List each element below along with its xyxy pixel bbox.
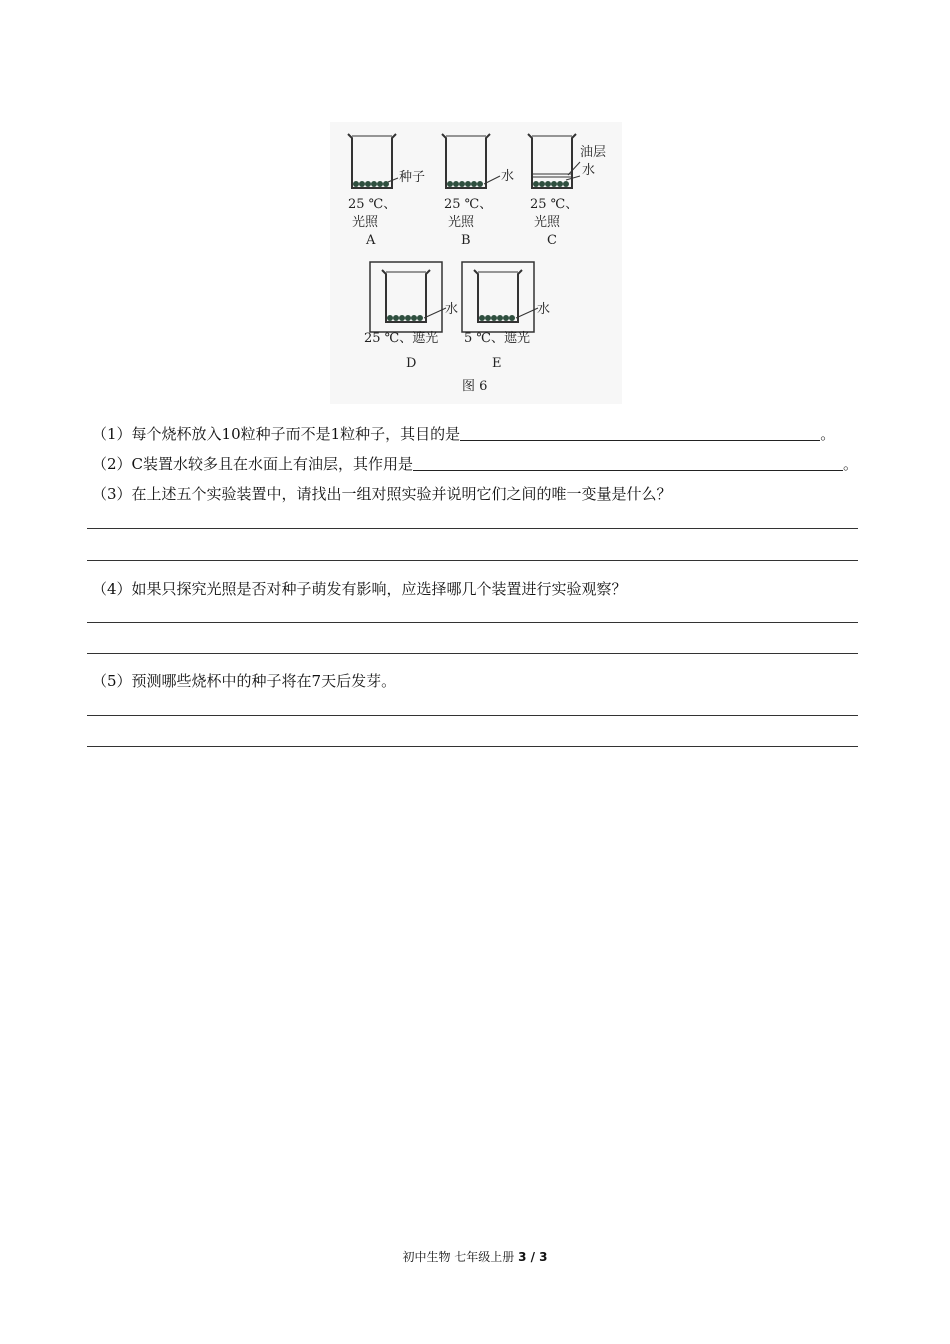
beaker-a-id: A (366, 233, 376, 248)
answer-line-4a[interactable] (87, 622, 858, 623)
label-water-d: 水 (445, 302, 459, 317)
cond-b-temp: 25 ℃、 (444, 197, 493, 212)
cond-c-light: 光照 (534, 215, 561, 230)
label-water-b: 水 (501, 169, 515, 184)
question-1 (92, 423, 835, 444)
question-4: （4）如果只探究光照是否对种子萌发有影响，应选择哪几个装置进行实验观察？ (92, 580, 627, 598)
cond-a-light: 光照 (352, 215, 379, 230)
answer-line-3a[interactable] (87, 528, 858, 529)
beaker-d (364, 262, 458, 371)
label-oil: 油层 (580, 145, 607, 160)
beaker-c (528, 134, 606, 248)
label-seed: 种子 (399, 170, 426, 185)
answer-line-4b[interactable] (87, 653, 858, 654)
cond-b-light: 光照 (448, 215, 475, 230)
beaker-a (348, 134, 425, 248)
label-water-c: 水 (582, 163, 596, 178)
answer-blank-2[interactable] (413, 456, 843, 471)
figure-caption: 图 6 (462, 379, 488, 394)
beaker-d-id: D (406, 356, 417, 371)
beaker-e (462, 262, 550, 371)
answer-line-3b[interactable] (87, 560, 858, 561)
page-footer (0, 1248, 950, 1265)
beaker-e-id: E (492, 356, 502, 371)
label-water-e: 水 (537, 302, 551, 317)
question-3: （3）在上述五个实验装置中，请找出一组对照实验并说明它们之间的唯一变量是什么？ (92, 485, 672, 503)
answer-line-5a[interactable] (87, 715, 858, 716)
answer-line-5b[interactable] (87, 746, 858, 747)
question-5: （5）预测哪些烧杯中的种子将在7天后发芽。 (92, 672, 397, 690)
beaker-c-id: C (547, 233, 557, 248)
cond-c-temp: 25 ℃、 (530, 197, 579, 212)
cond-d: 25 ℃、遮光 (364, 331, 439, 346)
beaker-b-id: B (461, 233, 471, 248)
answer-blank-1[interactable] (460, 426, 820, 441)
beaker-b (442, 134, 514, 248)
cond-a-temp: 25 ℃、 (348, 197, 397, 212)
footer-subject: 初中生物 七年级上册 (402, 1250, 519, 1264)
question-2-text: （2）C装置水较多且在水面上有油层，其作用是 (92, 455, 414, 473)
question-1-end: 。 (820, 425, 836, 443)
cond-e: 5 ℃、遮光 (464, 331, 530, 346)
question-2 (92, 453, 858, 474)
question-1-text: （1）每个烧杯放入10粒种子而不是1粒种子，其目的是 (92, 425, 461, 443)
page-number: 3 / 3 (518, 1250, 548, 1264)
question-2-end: 。 (843, 455, 859, 473)
experiment-figure (330, 122, 622, 404)
